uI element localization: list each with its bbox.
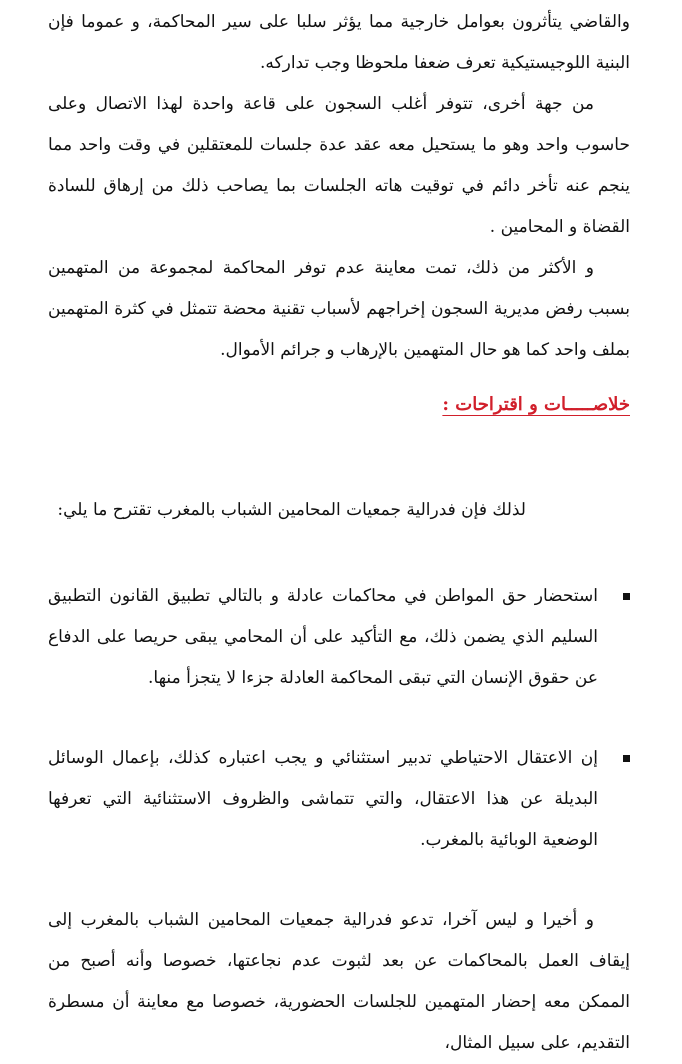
paragraph-prison-rooms: من جهة أخرى، تتوفر أغلب السجون على قاعة واحدة لهذا الاتصال وعلى حاسوب واحد وهو ما يستحيل معه عقد عدة جلسات للمعتقلين في وقت واحد مما ينجم عنه تأخر دائم في توقيت هاته الجلسات بما يصاحب ذلك من إرهاق للسادة القضاة و المحامين . (48, 94, 630, 237)
bullet-item (48, 576, 630, 699)
square-bullet-icon (623, 593, 630, 600)
bullet-item (48, 738, 630, 861)
bullet-text: استحضار حق المواطن في محاكمات عادلة و بالتالي تطبيق القانون التطبيق السليم الذي يضمن ذلك، مع التأكيد على أن المحامي يبقى حريصا على الدفاع عن حقوق الإنسان التي تبقى المحاكمة العادلة جزءا لا يتجزأ منها. (48, 586, 598, 688)
paragraph-conclusion: و أخيرا و ليس آخرا، تدعو فدرالية جمعيات المحامين الشباب بالمغرب إلى إيقاف العمل بالمحاكمات عن بعد لثبوت عدم نجاعتها، خصوصا وأنه أصبح من الممكن معه إحضار المتهمين للجلسات الحضورية، خصوصا مع معاينة أن مسطرة التقديم، على سبيل المثال، (48, 910, 630, 1053)
square-bullet-icon (623, 755, 630, 762)
document-page (48, 0, 630, 1053)
paragraph-logistics: والقاضي يتأثرون بعوامل خارجية مما يؤثر سلبا على سير المحاكمة، و عموما فإن البنية اللوجيستيكية تعرف ضعفا ملحوظا وجب تداركه. (48, 12, 630, 73)
bullet-text: إن الاعتقال الاحتياطي تدبير استثنائي و يجب اعتباره كذلك، بإعمال الوسائل البديلة عن هذا الاعتقال، والتي تتماشى والظروف الاستثنائية التي تعرفها الوضعية الوبائية بالمغرب. (48, 748, 598, 850)
section-heading: خلاصـــــات و اقتراحات : (442, 394, 630, 415)
paragraph-prison-refusal: و الأكثر من ذلك، تمت معاينة عدم توفر المحاكمة لمجموعة من المتهمين بسبب رفض مديرية السجون إخراجهم لأسباب تقنية محضة تتمثل في كثرة المتهمين بملف واحد كما هو حال المتهمين بالإرهاب و جرائم الأموال. (48, 258, 630, 360)
proposals-intro: لذلك فإن فدرالية جمعيات المحامين الشباب بالمغرب تقترح ما يلي: (57, 500, 526, 520)
